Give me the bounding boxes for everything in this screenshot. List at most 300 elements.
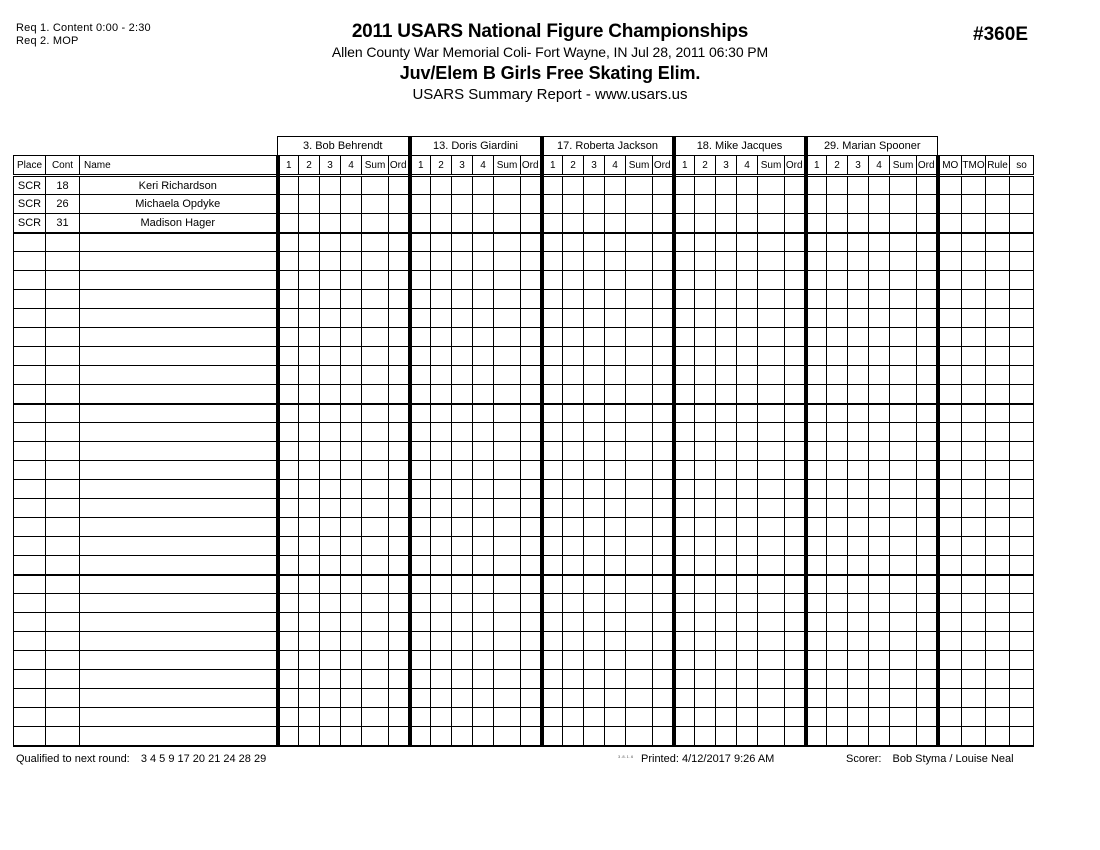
cell-j1-4[interactable] [341,556,362,575]
cell-j1-sum[interactable] [362,556,389,575]
cell-j3-ord[interactable] [653,385,674,404]
cell-j4-2[interactable] [695,309,716,328]
cell-j1-3[interactable] [320,366,341,385]
cell-j5-2[interactable] [827,461,848,480]
cell-j1-ord[interactable] [389,556,410,575]
cell-tmo[interactable] [962,309,986,328]
cell-j2-3[interactable] [452,651,473,670]
cell-j2-4[interactable] [473,594,494,613]
cell-j1-1[interactable] [278,290,299,309]
cell-j1-4[interactable] [341,385,362,404]
cell-j3-ord[interactable] [653,461,674,480]
cell-j1-3[interactable] [320,176,341,195]
cell-j2-sum[interactable] [494,271,521,290]
cell-place[interactable] [14,328,46,347]
cell-j3-3[interactable] [584,499,605,518]
cell-j3-1[interactable] [542,480,563,499]
cell-j5-4[interactable] [869,499,890,518]
cell-j4-1[interactable] [674,176,695,195]
cell-j1-3[interactable] [320,480,341,499]
cell-j1-3[interactable] [320,689,341,708]
cell-j5-3[interactable] [848,366,869,385]
table-row[interactable] [14,727,1034,746]
cell-j4-3[interactable] [716,689,737,708]
cell-j2-sum[interactable] [494,233,521,252]
cell-j2-ord[interactable] [521,423,542,442]
cell-mo[interactable] [938,404,962,423]
cell-j3-4[interactable] [605,461,626,480]
cell-j5-ord[interactable] [917,328,938,347]
cell-j5-ord[interactable] [917,518,938,537]
cell-j4-4[interactable] [737,518,758,537]
cell-j3-4[interactable] [605,499,626,518]
cell-j2-sum[interactable] [494,575,521,594]
cell-j3-sum[interactable] [626,252,653,271]
cell-j3-2[interactable] [563,385,584,404]
cell-j5-ord[interactable] [917,632,938,651]
cell-j5-4[interactable] [869,670,890,689]
cell-j1-1[interactable] [278,594,299,613]
cell-j1-1[interactable] [278,727,299,746]
cell-cont[interactable] [46,727,80,746]
cell-cont[interactable]: 18 [46,176,80,195]
cell-j4-ord[interactable] [785,480,806,499]
cell-j3-sum[interactable] [626,480,653,499]
cell-j4-3[interactable] [716,309,737,328]
cell-j3-ord[interactable] [653,480,674,499]
cell-tmo[interactable] [962,328,986,347]
cell-tmo[interactable] [962,594,986,613]
cell-j2-sum[interactable] [494,480,521,499]
cell-place[interactable] [14,461,46,480]
cell-j4-2[interactable] [695,670,716,689]
cell-j1-sum[interactable] [362,252,389,271]
cell-j4-2[interactable] [695,442,716,461]
cell-j3-3[interactable] [584,423,605,442]
cell-place[interactable] [14,651,46,670]
cell-mo[interactable] [938,670,962,689]
cell-j5-2[interactable] [827,366,848,385]
cell-j4-1[interactable] [674,708,695,727]
cell-so[interactable] [1010,233,1034,252]
cell-j2-sum[interactable] [494,727,521,746]
cell-j1-4[interactable] [341,442,362,461]
cell-j3-3[interactable] [584,271,605,290]
cell-j2-1[interactable] [410,480,431,499]
table-row[interactable] [14,404,1034,423]
cell-j4-1[interactable] [674,613,695,632]
cell-j4-3[interactable] [716,613,737,632]
cell-j5-3[interactable] [848,404,869,423]
cell-j2-sum[interactable] [494,442,521,461]
cell-j1-2[interactable] [299,233,320,252]
cell-tmo[interactable] [962,632,986,651]
cell-j5-ord[interactable] [917,575,938,594]
cell-j3-2[interactable] [563,594,584,613]
cell-j1-2[interactable] [299,176,320,195]
cell-j2-sum[interactable] [494,594,521,613]
cell-j5-1[interactable] [806,366,827,385]
cell-j5-2[interactable] [827,271,848,290]
cell-name[interactable] [80,442,278,461]
cell-mo[interactable] [938,518,962,537]
cell-j3-sum[interactable] [626,233,653,252]
cell-rule[interactable] [986,309,1010,328]
table-row[interactable] [14,670,1034,689]
cell-j2-2[interactable] [431,689,452,708]
cell-j2-2[interactable] [431,727,452,746]
cell-j4-ord[interactable] [785,708,806,727]
cell-j5-sum[interactable] [890,480,917,499]
cell-j3-ord[interactable] [653,290,674,309]
cell-j2-sum[interactable] [494,214,521,233]
cell-j2-4[interactable] [473,670,494,689]
cell-j4-1[interactable] [674,309,695,328]
cell-j5-ord[interactable] [917,670,938,689]
cell-j4-ord[interactable] [785,575,806,594]
cell-j3-sum[interactable] [626,328,653,347]
cell-rule[interactable] [986,214,1010,233]
cell-j3-2[interactable] [563,309,584,328]
cell-j1-2[interactable] [299,499,320,518]
cell-j1-sum[interactable] [362,594,389,613]
cell-j3-ord[interactable] [653,252,674,271]
cell-tmo[interactable] [962,670,986,689]
cell-j1-4[interactable] [341,537,362,556]
cell-j5-1[interactable] [806,575,827,594]
cell-j2-3[interactable] [452,575,473,594]
cell-tmo[interactable] [962,575,986,594]
cell-j2-sum[interactable] [494,556,521,575]
cell-j3-1[interactable] [542,404,563,423]
cell-j4-2[interactable] [695,271,716,290]
cell-j5-4[interactable] [869,195,890,214]
cell-j3-2[interactable] [563,632,584,651]
cell-name[interactable] [80,727,278,746]
cell-j5-3[interactable] [848,309,869,328]
cell-j5-3[interactable] [848,480,869,499]
cell-cont[interactable] [46,328,80,347]
cell-j4-3[interactable] [716,347,737,366]
cell-j3-3[interactable] [584,309,605,328]
cell-j5-sum[interactable] [890,499,917,518]
cell-j2-4[interactable] [473,423,494,442]
cell-so[interactable] [1010,385,1034,404]
cell-j2-sum[interactable] [494,328,521,347]
cell-so[interactable] [1010,556,1034,575]
cell-j5-4[interactable] [869,556,890,575]
cell-j1-4[interactable] [341,480,362,499]
cell-j1-1[interactable] [278,252,299,271]
cell-j5-3[interactable] [848,328,869,347]
cell-j3-3[interactable] [584,252,605,271]
cell-j1-ord[interactable] [389,708,410,727]
cell-j4-sum[interactable] [758,385,785,404]
cell-j2-4[interactable] [473,309,494,328]
cell-j5-ord[interactable] [917,290,938,309]
cell-j4-2[interactable] [695,556,716,575]
cell-j2-4[interactable] [473,442,494,461]
cell-j2-1[interactable] [410,290,431,309]
cell-place[interactable] [14,366,46,385]
table-row[interactable] [14,651,1034,670]
cell-j1-3[interactable] [320,404,341,423]
cell-rule[interactable] [986,689,1010,708]
cell-j4-sum[interactable] [758,347,785,366]
table-row[interactable] [14,347,1034,366]
cell-mo[interactable] [938,556,962,575]
cell-mo[interactable] [938,442,962,461]
cell-j4-4[interactable] [737,271,758,290]
cell-j4-4[interactable] [737,689,758,708]
cell-j2-ord[interactable] [521,233,542,252]
cell-j5-sum[interactable] [890,404,917,423]
cell-j2-4[interactable] [473,233,494,252]
cell-j5-1[interactable] [806,233,827,252]
cell-j4-2[interactable] [695,214,716,233]
cell-j1-1[interactable] [278,613,299,632]
cell-j4-4[interactable] [737,670,758,689]
cell-j1-2[interactable] [299,271,320,290]
cell-j2-4[interactable] [473,290,494,309]
cell-j4-ord[interactable] [785,499,806,518]
cell-j3-4[interactable] [605,708,626,727]
cell-j5-2[interactable] [827,195,848,214]
cell-mo[interactable] [938,727,962,746]
cell-j2-1[interactable] [410,309,431,328]
cell-j5-4[interactable] [869,708,890,727]
cell-j3-3[interactable] [584,670,605,689]
cell-tmo[interactable] [962,727,986,746]
cell-mo[interactable] [938,499,962,518]
cell-j2-1[interactable] [410,385,431,404]
cell-j4-4[interactable] [737,575,758,594]
cell-j1-ord[interactable] [389,537,410,556]
cell-mo[interactable] [938,651,962,670]
cell-j5-2[interactable] [827,708,848,727]
cell-j4-sum[interactable] [758,537,785,556]
cell-j3-sum[interactable] [626,347,653,366]
cell-j4-3[interactable] [716,556,737,575]
cell-name[interactable] [80,480,278,499]
cell-j1-ord[interactable] [389,309,410,328]
table-row[interactable] [14,575,1034,594]
cell-j1-ord[interactable] [389,385,410,404]
cell-j1-1[interactable] [278,480,299,499]
cell-j5-2[interactable] [827,385,848,404]
cell-j2-2[interactable] [431,632,452,651]
cell-j4-4[interactable] [737,195,758,214]
cell-j4-1[interactable] [674,461,695,480]
cell-j1-2[interactable] [299,252,320,271]
cell-j1-sum[interactable] [362,632,389,651]
cell-so[interactable] [1010,176,1034,195]
cell-j1-ord[interactable] [389,594,410,613]
cell-j4-4[interactable] [737,214,758,233]
cell-j5-sum[interactable] [890,537,917,556]
cell-j2-3[interactable] [452,537,473,556]
cell-so[interactable] [1010,195,1034,214]
cell-j5-3[interactable] [848,651,869,670]
cell-j4-sum[interactable] [758,423,785,442]
cell-j5-ord[interactable] [917,708,938,727]
cell-j3-1[interactable] [542,309,563,328]
cell-rule[interactable] [986,233,1010,252]
cell-j5-4[interactable] [869,632,890,651]
cell-j2-1[interactable] [410,195,431,214]
cell-name[interactable] [80,689,278,708]
cell-cont[interactable] [46,708,80,727]
cell-j2-sum[interactable] [494,632,521,651]
cell-j5-ord[interactable] [917,214,938,233]
cell-mo[interactable] [938,461,962,480]
cell-j5-3[interactable] [848,195,869,214]
cell-j3-2[interactable] [563,613,584,632]
cell-j4-ord[interactable] [785,651,806,670]
cell-j3-ord[interactable] [653,689,674,708]
cell-j3-ord[interactable] [653,708,674,727]
cell-j3-4[interactable] [605,271,626,290]
cell-j3-3[interactable] [584,613,605,632]
cell-j4-ord[interactable] [785,309,806,328]
cell-j3-3[interactable] [584,233,605,252]
cell-j5-3[interactable] [848,461,869,480]
cell-so[interactable] [1010,442,1034,461]
cell-j5-sum[interactable] [890,518,917,537]
cell-j3-ord[interactable] [653,613,674,632]
cell-j2-4[interactable] [473,727,494,746]
cell-j3-3[interactable] [584,404,605,423]
cell-cont[interactable] [46,347,80,366]
cell-j5-2[interactable] [827,613,848,632]
cell-j3-ord[interactable] [653,328,674,347]
table-row[interactable] [14,708,1034,727]
cell-j1-4[interactable] [341,328,362,347]
cell-name[interactable] [80,271,278,290]
cell-j3-1[interactable] [542,347,563,366]
cell-j2-4[interactable] [473,556,494,575]
cell-j4-ord[interactable] [785,271,806,290]
cell-j5-1[interactable] [806,404,827,423]
cell-j4-1[interactable] [674,575,695,594]
cell-j3-4[interactable] [605,385,626,404]
cell-j1-1[interactable] [278,347,299,366]
cell-j1-sum[interactable] [362,708,389,727]
cell-j2-ord[interactable] [521,575,542,594]
cell-j5-sum[interactable] [890,233,917,252]
cell-j4-4[interactable] [737,556,758,575]
cell-j5-sum[interactable] [890,651,917,670]
cell-tmo[interactable] [962,518,986,537]
cell-cont[interactable] [46,499,80,518]
cell-j3-4[interactable] [605,404,626,423]
cell-j2-4[interactable] [473,214,494,233]
cell-j5-ord[interactable] [917,499,938,518]
cell-j5-2[interactable] [827,575,848,594]
cell-j1-ord[interactable] [389,670,410,689]
cell-j3-1[interactable] [542,537,563,556]
cell-cont[interactable]: 26 [46,195,80,214]
cell-j4-2[interactable] [695,499,716,518]
cell-place[interactable] [14,632,46,651]
cell-j5-1[interactable] [806,537,827,556]
cell-j3-2[interactable] [563,195,584,214]
cell-j2-ord[interactable] [521,347,542,366]
cell-place[interactable] [14,575,46,594]
cell-rule[interactable] [986,442,1010,461]
cell-place[interactable] [14,423,46,442]
cell-j2-4[interactable] [473,271,494,290]
cell-j3-2[interactable] [563,442,584,461]
cell-name[interactable]: Keri Richardson [80,176,278,195]
cell-place[interactable] [14,442,46,461]
cell-j1-2[interactable] [299,347,320,366]
cell-j3-3[interactable] [584,176,605,195]
cell-j5-2[interactable] [827,499,848,518]
cell-place[interactable] [14,252,46,271]
cell-mo[interactable] [938,309,962,328]
cell-j3-3[interactable] [584,556,605,575]
cell-cont[interactable] [46,233,80,252]
cell-j2-ord[interactable] [521,176,542,195]
cell-j5-4[interactable] [869,518,890,537]
cell-tmo[interactable] [962,404,986,423]
cell-j5-sum[interactable] [890,632,917,651]
cell-j5-ord[interactable] [917,537,938,556]
cell-j5-2[interactable] [827,404,848,423]
cell-j5-2[interactable] [827,290,848,309]
cell-j4-sum[interactable] [758,195,785,214]
cell-j3-4[interactable] [605,537,626,556]
cell-j1-1[interactable] [278,632,299,651]
cell-j4-sum[interactable] [758,708,785,727]
cell-j2-3[interactable] [452,252,473,271]
table-row[interactable] [14,290,1034,309]
cell-j3-4[interactable] [605,651,626,670]
table-row[interactable] [14,537,1034,556]
cell-j3-sum[interactable] [626,404,653,423]
cell-j2-sum[interactable] [494,252,521,271]
cell-cont[interactable] [46,271,80,290]
cell-j5-2[interactable] [827,214,848,233]
cell-j1-2[interactable] [299,689,320,708]
cell-j4-sum[interactable] [758,651,785,670]
cell-j3-2[interactable] [563,708,584,727]
cell-j4-ord[interactable] [785,252,806,271]
cell-j3-3[interactable] [584,651,605,670]
cell-j5-3[interactable] [848,214,869,233]
cell-place[interactable] [14,689,46,708]
cell-rule[interactable] [986,613,1010,632]
cell-j5-4[interactable] [869,651,890,670]
cell-j1-4[interactable] [341,214,362,233]
cell-place[interactable] [14,556,46,575]
cell-so[interactable] [1010,613,1034,632]
cell-j4-1[interactable] [674,670,695,689]
cell-so[interactable] [1010,309,1034,328]
cell-j3-2[interactable] [563,252,584,271]
cell-j3-ord[interactable] [653,537,674,556]
cell-j5-3[interactable] [848,613,869,632]
cell-j2-sum[interactable] [494,347,521,366]
cell-tmo[interactable] [962,556,986,575]
cell-j4-1[interactable] [674,290,695,309]
cell-j2-2[interactable] [431,347,452,366]
cell-so[interactable] [1010,708,1034,727]
cell-j5-ord[interactable] [917,480,938,499]
cell-j2-4[interactable] [473,537,494,556]
cell-j2-1[interactable] [410,499,431,518]
